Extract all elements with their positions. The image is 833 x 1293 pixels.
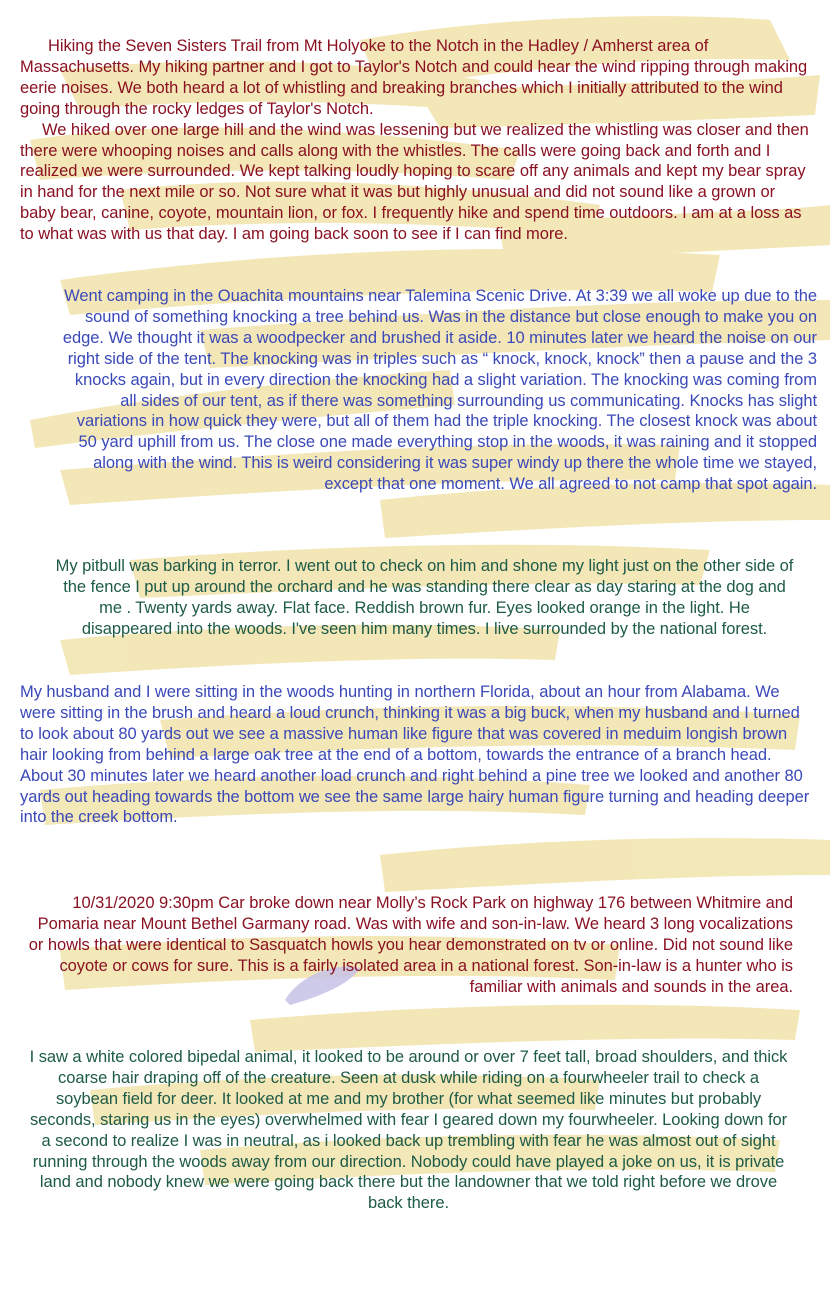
story-paragraph: 10/31/2020 9:30pm Car broke down near Molly’s Rock Park on highway 176 between Whitmire and Pomaria near Mount Bethel Garmany road. Was with wife and son-in-law. We heard 3 long vocalizations or howls that were identical to Sasquatch howls you hear demonstrated on tv or online. Did not sound like coyote or cows for sure. This is a fairly isolated area in a national forest. Son-in-law is a hunter who is familiar with animals and sounds in the area. [28,894,793,996]
story-paragraph: Hiking the Seven Sisters Trail from Mt Holyoke to the Notch in the Hadley / Amherst area of Massachusetts. My hiking partner and I got to Taylor's Notch and could hear the wind ripping through making eerie noises. We both heard a lot of whistling and breaking branches which I initially attributed to the wind going through the rocky ledges of Taylor's Notch. [20,37,808,118]
story-ouachita-knocking [62,286,817,495]
story-paragraph: Went camping in the Ouachita mountains near Talemina Scenic Drive. At 3:39 we all woke up due to the sound of something knocking a tree behind us. Was in the distance but close enough to make you on edge. We thought it was a woodpecker and brushed it aside. 10 minutes later we heard the noise on our right side of the tent. The knocking was in triples such as “ knock, knock, knock” then a pause and the 3 knocks again, but in every direction the knocking had a slight variation. The knocking was coming from all sides of our tent, as if there was something surrounding us communicating. Knocks has slight variations in how quick they were, but all of them had the triple knocking. The closest knock was about 50 yard uphill from us. The close one made everything stop in the woods, it was raining and it stopped along with the wind. This is weird considering it was super windy up there the whole time we stayed, except that one moment. We all agreed to not camp that spot again. [62,287,817,494]
story-highway-176-howls [24,893,793,998]
story-white-bipedal [26,1047,791,1214]
story-paragraph: My husband and I were sitting in the woods hunting in northern Florida, about an hour from Alabama. We were sitting in the brush and heard a loud crunch, thinking it was a big buck, when my husband and I turned to look about 80 yards out we see a massive human like figure that was covered in meduim longish brown hair looking from behind a large oak tree at the end of a bottom, towards the entrance of a branch head. About 30 minutes later we heard another load crunch and right behind a pine tree we looked and another 80 yards out heading towards the bottom we see the same large hairy human figure turning and heading deeper into the creek bottom. [20,683,810,827]
story-florida-hunting [20,682,810,828]
story-paragraph: We hiked over one large hill and the wind was lessening but we realized the whistling was closer and then there were whooping noises and calls along with the whistles. The calls were going back and forth and I realized we were surrounded. We kept talking loudly hoping to scare off any animals and kept my bear spray in hand for the next mile or so. Not sure what it was but highly unusual and did not sound like a grown or baby bear, canine, coyote, mountain lion, or fox. I frequently hike and spend time outdoors. I am at a loss as to what was with us that day. I am going back soon to see if I can find more. [20,120,809,244]
story-paragraph: My pitbull was barking in terror. I went out to check on him and shone my light just on the other side of the fence I put up around the orchard and he was standing there clear as day staring at the dog and me . Twenty yards away. Flat face. Reddish brown fur. Eyes looked orange in the light. He disappeared into the woods. I've seen him many times. I live surrounded by the national forest. [55,557,794,638]
story-paragraph: I saw a white colored bipedal animal, it looked to be around or over 7 feet tall, broad shoulders, and thick coarse hair draping off of the creature. Seen at dusk while riding on a fourwheeler trail to check a soybean field for deer. It looked at me and my brother (for what seemed like minutes but probably seconds, staring us in the eyes) overwhelmed with fear I geared down my fourwheeler. Looking down for a second to realize I was in neutral, as i looked back up trembling with fear he was almost out of sight running through the woods away from our direction. Nobody could have played a joke on us, it is private land and nobody knew we were going back there but the landowner that we told right before we drove back there. [29,1048,788,1213]
story-whistling-seven-sisters [20,36,811,245]
story-pitbull-orchard [52,556,797,640]
